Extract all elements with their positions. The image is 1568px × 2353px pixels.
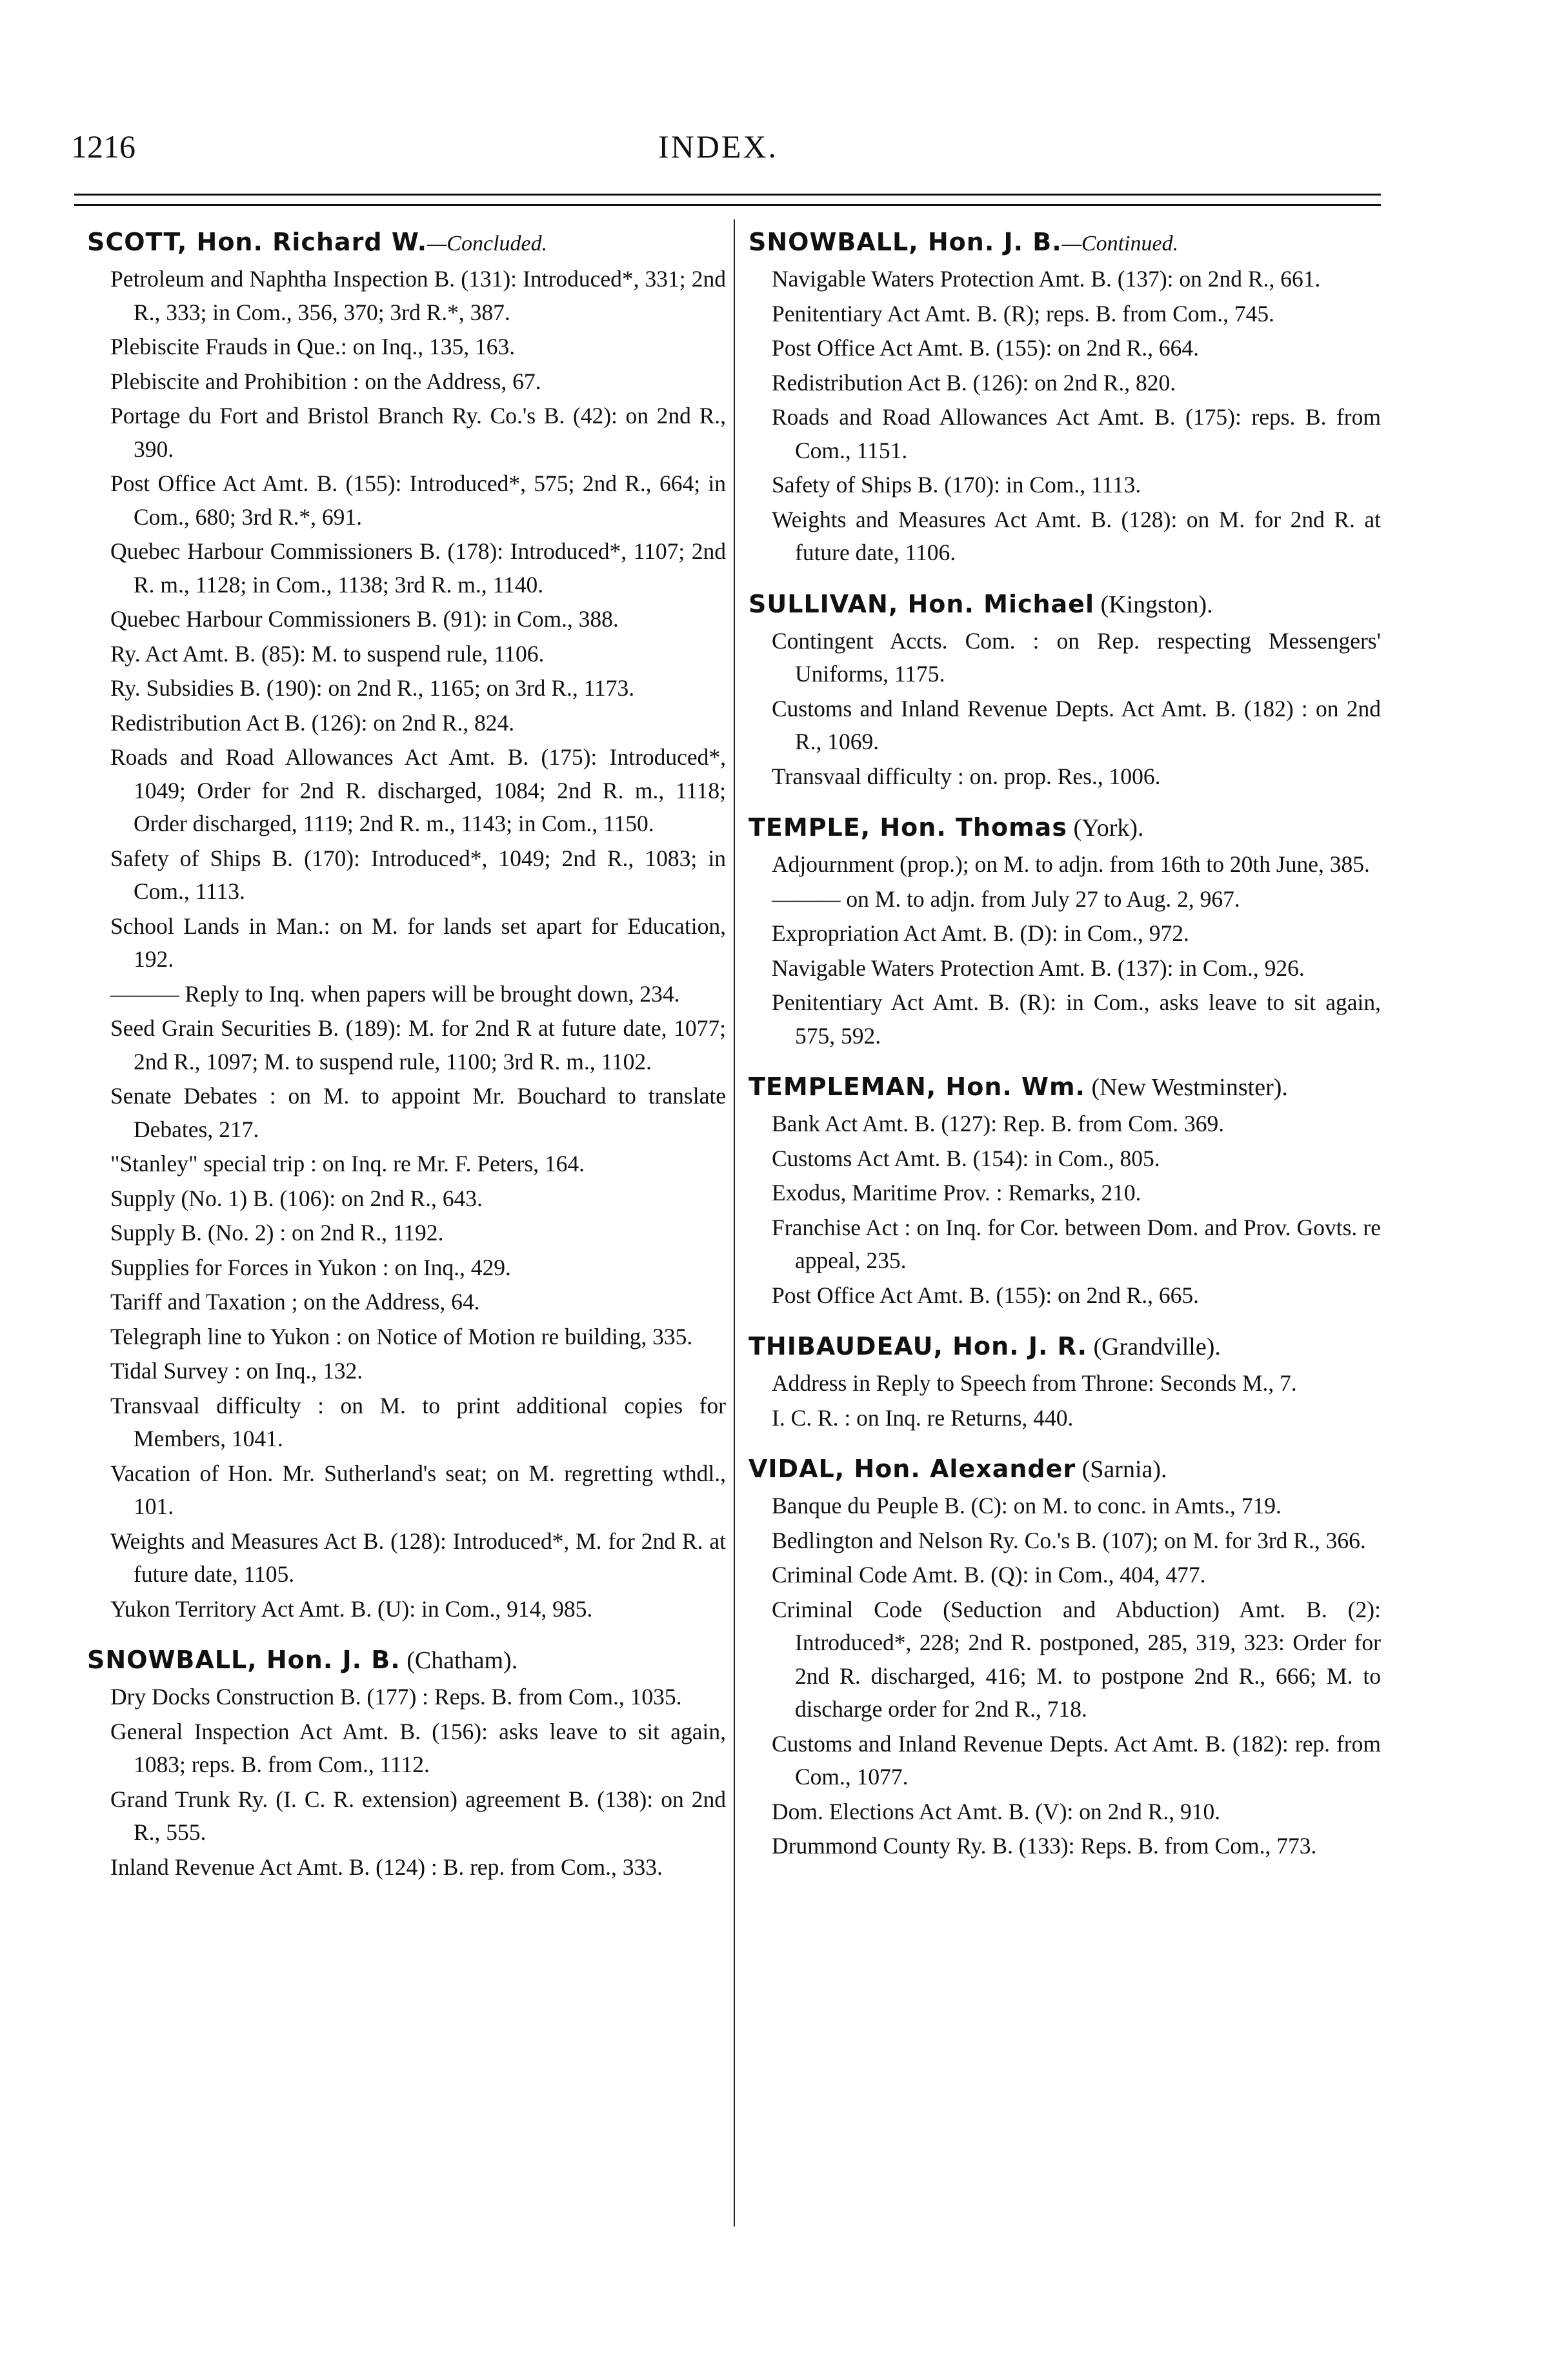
index-entry: Bank Act Amt. B. (127): Rep. B. from Com. 369. — [772, 1111, 1225, 1136]
heading-continuation: —Concluded. — [427, 232, 548, 256]
index-entry: Weights and Measures Act B. (128): Introduced*, M. for 2nd R. at future date, 1105. — [110, 1528, 726, 1587]
index-entry: Transvaal difficulty : on. prop. Res., 1006. — [772, 763, 1161, 789]
header-rule-top — [74, 194, 1381, 196]
index-entry: Address in Reply to Speech from Throne: Seconds M., 7. — [772, 1370, 1297, 1396]
index-heading — [87, 226, 726, 260]
index-entry: Roads and Road Allowances Act Amt. B. (175): Introduced*, 1049; Order for 2nd R. discharged, 1084; 2nd R. m., 1118; Order discharged, 1119; 2nd R. m., 1143; in Com., 1150. — [110, 744, 726, 836]
index-entry: Ry. Act Amt. B. (85): M. to suspend rule, 1106. — [110, 640, 545, 667]
index-entry: Post Office Act Amt. B. (155): Introduced*, 575; 2nd R., 664; in Com., 680; 3rd R.*, 691. — [110, 470, 726, 530]
index-heading — [749, 226, 1381, 260]
index-entry: Bedlington and Nelson Ry. Co.'s B. (107); on M. for 3rd R., 366. — [772, 1527, 1366, 1553]
section-gap — [749, 1054, 1381, 1071]
column-divider — [734, 219, 735, 2227]
index-entry: Supply B. (No. 2) : on 2nd R., 1192. — [110, 1220, 444, 1246]
heading-name: SCOTT, Hon. Richard W. — [87, 228, 428, 256]
index-entry: Portage du Fort and Bristol Branch Ry. Co.'s B. (42): on 2nd R., 390. — [110, 403, 726, 462]
index-entry: Redistribution Act B. (126): on 2nd R., 824. — [110, 709, 515, 736]
index-entry: Yukon Territory Act Amt. B. (U): in Com., 914, 985. — [110, 1595, 593, 1622]
heading-constituency: (New Westminster). — [1085, 1074, 1288, 1101]
right-column — [749, 226, 1381, 1864]
index-entry: Ry. Subsidies B. (190): on 2nd R., 1165; on 3rd R., 1173. — [110, 675, 635, 701]
index-entry: Quebec Harbour Commissioners B. (91): in Com., 388. — [110, 606, 619, 632]
index-entry: Dry Docks Construction B. (177) : Reps. B. from Com., 1035. — [110, 1684, 682, 1710]
index-entry: Grand Trunk Ry. (I. C. R. extension) agreement B. (138): on 2nd R., 555. — [110, 1786, 726, 1845]
index-entry: Seed Grain Securities B. (189): M. for 2nd R at future date, 1077; 2nd R., 1097; M. to suspend rule, 1100; 3rd R. m., 1102. — [110, 1015, 726, 1075]
index-entry: Inland Revenue Act Amt. B. (124) : B. rep. from Com., 333. — [110, 1853, 663, 1880]
heading-name: SNOWBALL, Hon. J. B. — [749, 228, 1062, 256]
section-gap — [749, 1436, 1381, 1453]
index-entry: Navigable Waters Protection Amt. B. (137): on 2nd R., 661. — [772, 266, 1321, 292]
left-column — [87, 226, 726, 1885]
index-entry: Penitentiary Act Amt. B. (R): in Com., asks leave to sit again, 575, 592. — [772, 989, 1381, 1049]
index-entry: Penitentiary Act Amt. B. (R); reps. B. from Com., 745. — [772, 300, 1274, 327]
index-entry: General Inspection Act Amt. B. (156): asks leave to sit again, 1083; reps. B. from Com., 1112. — [110, 1718, 726, 1777]
index-entry: School Lands in Man.: on M. for lands set apart for Education, 192. — [110, 913, 726, 972]
index-entry: Navigable Waters Protection Amt. B. (137): in Com., 926. — [772, 954, 1305, 981]
index-heading — [749, 1330, 1381, 1364]
index-entry: Drummond County Ry. B. (133): Reps. B. from Com., 773. — [772, 1833, 1317, 1859]
index-entry: "Stanley" special trip : on Inq. re Mr. F. Peters, 164. — [110, 1151, 585, 1176]
heading-constituency: (York). — [1067, 814, 1144, 842]
index-entry: Post Office Act Amt. B. (155): on 2nd R., 665. — [772, 1282, 1200, 1308]
index-entry: Criminal Code Amt. B. (Q): in Com., 404, 477. — [772, 1562, 1206, 1588]
page-number: 1216 — [71, 128, 136, 165]
heading-constituency: (Sarnia). — [1076, 1456, 1167, 1483]
index-entry: Safety of Ships B. (170): in Com., 1113. — [772, 472, 1141, 498]
index-entry: Criminal Code (Seduction and Abduction) Amt. B. (2): Introduced*, 228; 2nd R. postponed, 285, 319, 323: Order for 2nd R. discharged, 416; M. to postpone 2nd R., 666; M. to discharge order for 2nd R., 718. — [772, 1596, 1381, 1722]
index-heading — [749, 1453, 1381, 1487]
section-gap — [749, 571, 1381, 588]
index-entry: Expropriation Act Amt. B. (D): in Com., 972. — [772, 920, 1189, 946]
heading-name: THIBAUDEAU, Hon. J. R. — [749, 1332, 1088, 1360]
heading-name: TEMPLE, Hon. Thomas — [749, 813, 1067, 842]
index-entry: Transvaal difficulty : on M. to print additional copies for Members, 1041. — [110, 1392, 726, 1451]
index-entry: Plebiscite Frauds in Que.: on Inq., 135, 163. — [110, 334, 516, 359]
index-entry: Customs Act Amt. B. (154): in Com., 805. — [772, 1145, 1160, 1171]
index-entry: Quebec Harbour Commissioners B. (178): Introduced*, 1107; 2nd R. m., 1128; in Com., 1138; 3rd R. m., 1140. — [110, 538, 726, 598]
index-entry: Tariff and Taxation ; on the Address, 64. — [110, 1289, 480, 1315]
index-entry: Weights and Measures Act Amt. B. (128): on M. for 2nd R. at future date, 1106. — [772, 506, 1381, 565]
index-entry: Safety of Ships B. (170): Introduced*, 1049; 2nd R., 1083; in Com., 1113. — [110, 845, 726, 904]
heading-constituency: (Grandville). — [1087, 1333, 1221, 1360]
page-title: INDEX. — [658, 128, 779, 165]
index-entry: Banque du Peuple B. (C): on M. to conc. in Amts., 719. — [772, 1493, 1282, 1519]
index-entry: Franchise Act : on Inq. for Cor. between Dom. and Prov. Govts. re appeal, 235. — [772, 1214, 1381, 1273]
index-entry: Dom. Elections Act Amt. B. (V): on 2nd R., 910. — [772, 1798, 1221, 1824]
index-entry: Plebiscite and Prohibition : on the Address, 67. — [110, 368, 541, 394]
index-heading — [749, 588, 1381, 622]
index-entry: Redistribution Act B. (126): on 2nd R., 820. — [772, 369, 1176, 396]
index-entry: Senate Debates : on M. to appoint Mr. Bouchard to translate Debates, 217. — [110, 1083, 726, 1142]
index-entry: Contingent Accts. Com. : on Rep. respecting Messengers' Uniforms, 1175. — [772, 627, 1381, 687]
index-entry: Supplies for Forces in Yukon : on Inq., 429. — [110, 1254, 511, 1280]
section-gap — [749, 1313, 1381, 1330]
index-heading — [87, 1644, 726, 1678]
index-entry: Post Office Act Amt. B. (155): on 2nd R., 664. — [772, 335, 1200, 361]
index-entry: Customs and Inland Revenue Depts. Act Amt. B. (182): rep. from Com., 1077. — [772, 1730, 1381, 1790]
index-entry: Telegraph line to Yukon : on Notice of Motion re building, 335. — [110, 1323, 693, 1349]
heading-name: VIDAL, Hon. Alexander — [749, 1455, 1076, 1483]
index-entry: Exodus, Maritime Prov. : Remarks, 210. — [772, 1180, 1141, 1206]
heading-continuation: —Continued. — [1061, 232, 1179, 256]
index-entry: Customs and Inland Revenue Depts. Act Amt. B. (182) : on 2nd R., 1069. — [772, 695, 1381, 754]
index-entry: Vacation of Hon. Mr. Sutherland's seat; on M. regretting wthdl., 101. — [110, 1460, 726, 1519]
header-rule-bottom — [74, 204, 1381, 206]
index-entry: I. C. R. : on Inq. re Returns, 440. — [772, 1404, 1074, 1431]
index-entry: Supply (No. 1) B. (106): on 2nd R., 643. — [110, 1185, 483, 1211]
heading-constituency: (Chatham). — [400, 1647, 518, 1674]
index-entry: ——— on M. to adjn. from July 27 to Aug. 2, 967. — [772, 885, 1240, 912]
index-entry: Adjournment (prop.); on M. to adjn. from 16th to 20th June, 385. — [772, 851, 1370, 877]
heading-constituency: (Kingston). — [1094, 591, 1213, 618]
index-entry: Petroleum and Naphtha Inspection B. (131): Introduced*, 331; 2nd R., 333; in Com., 356, 370; 3rd R.*, 387. — [110, 266, 726, 325]
index-heading — [749, 811, 1381, 845]
heading-name: TEMPLEMAN, Hon. Wm. — [749, 1073, 1085, 1101]
index-entry: Tidal Survey : on Inq., 132. — [110, 1358, 363, 1384]
heading-name: SULLIVAN, Hon. Michael — [749, 589, 1094, 618]
index-entry: ——— Reply to Inq. when papers will be brought down, 234. — [110, 980, 680, 1007]
index-entry: Roads and Road Allowances Act Amt. B. (175): reps. B. from Com., 1151. — [772, 404, 1381, 463]
index-heading — [749, 1071, 1381, 1105]
heading-name: SNOWBALL, Hon. J. B. — [87, 1646, 401, 1674]
section-gap — [87, 1627, 726, 1644]
section-gap — [749, 794, 1381, 811]
